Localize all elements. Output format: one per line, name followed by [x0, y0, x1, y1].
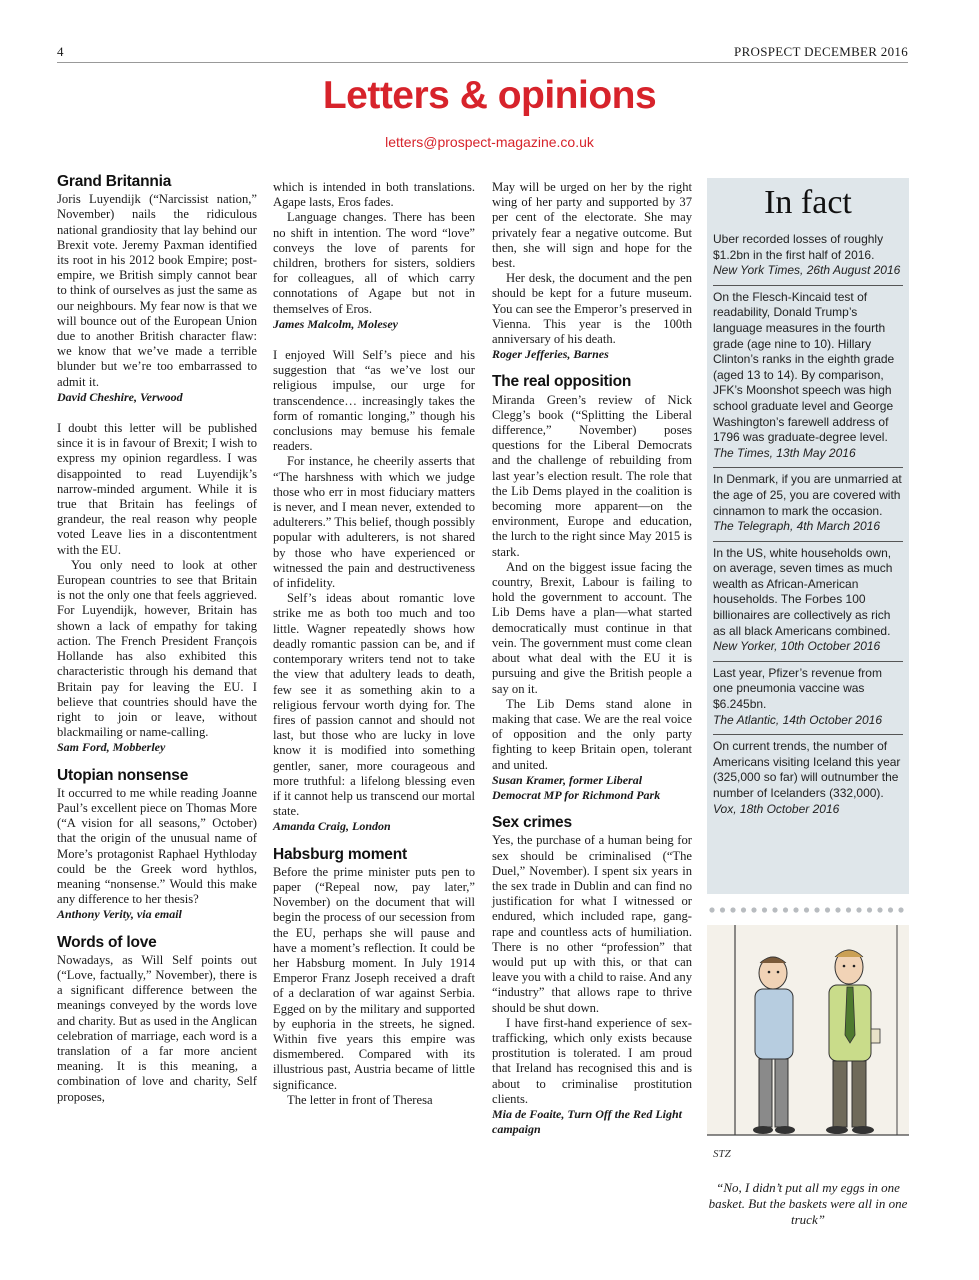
fact-item — [713, 541, 903, 661]
fact-item — [713, 285, 903, 468]
letter-signature: David Cheshire, Verwood — [57, 389, 183, 404]
fact-source: New York Times, 26th August 2016 — [713, 263, 901, 278]
fact-text: On the Flesch-Kincaid test of readability, Donald Trump’s language measures in the fourth grade (age nine to 10). Hillary Clinton’s ranks in the eighth grade (aged 13 to 14). By comparison, JFK’s Moonshot speech was high school graduate level and George Washington’s farewell address of 1796 was graduate-degree level. — [713, 289, 895, 445]
fact-text: In Denmark, if you are unmarried at the age of 25, you are covered with cinnamon to mark the occasion. — [713, 472, 902, 518]
in-fact-box — [707, 178, 909, 894]
letter-text: Her desk, the document and the pen should be kept for a future museum. You can see the Emperor’s preserved in Vienna. This year is the 100th anniversary of his death. — [492, 271, 692, 347]
letter-text: Language changes. There has been no shift in intention. The word “love” conveys the love of parents for children, brothers for sisters, soldiers for colleagues, all of which carry connotations of Agape but not in themselves of Eros. — [273, 210, 475, 316]
letters-email-link[interactable]: letters@prospect-magazine.co.uk — [385, 134, 594, 150]
fact-text: Last year, Pfizer’s revenue from one pneumonia vaccine was $6.245bn. — [713, 665, 882, 712]
letter-signature: Anthony Verity, via email — [57, 907, 182, 922]
letter-text: May will be urged on her by the right wing of her party and supported by 37 per cent of the electorate. She may privately fear a negative outcome. But then, she will sign and hope for the best. — [492, 180, 692, 271]
publication-date: PROSPECT DECEMBER 2016 — [734, 44, 908, 59]
page-number: 4 — [57, 44, 64, 59]
cartoonist-signature: STZ — [713, 1148, 731, 1160]
letter-signature: Mia de Foaite, Turn Off the Red Light campaign — [492, 1106, 683, 1137]
fact-item — [713, 734, 903, 823]
page-title: Letters & opinions — [322, 74, 657, 117]
fact-text: In the US, white households own, on average, seven times as much wealth as African-American households. The Forbes 100 billionaires are collectively as rich as all black Americans combined. — [713, 545, 893, 638]
letter-signature: Susan Kramer, former Liberal Democrat MP for Richmond Park — [492, 772, 661, 802]
letter-text: Self’s ideas about romantic love strike me as both too much and too little. Wagner repeatedly shows how deadly romantic passion can be, and if contemporary writers tend not to take the view that adultery leads to death, few see it as something akin to a religious fervour worth dying for. The fires of passion cannot and should not last, but those who are lucky in love know it is modified into something gentler, saner, more courageous and more truthful: a lifelong blessing even if it cannot help us transcend our mortal state. — [273, 591, 475, 819]
letter-text: which is intended in both translations. Agape lasts, Eros fades. — [273, 180, 475, 210]
fact-item — [713, 661, 903, 734]
fact-source: The Times, 13th May 2016 — [713, 445, 856, 460]
letter-text: I enjoyed Will Self’s piece and his suggestion that “as we’ve lost our religious impulse, our urge for transcendence… increasingly takes the form of romantic longing,” though his conclusions may bemuse his female readers. — [273, 348, 475, 454]
column-1 — [57, 174, 257, 1105]
cartoon-illustration — [707, 925, 909, 1175]
letter-text: Miranda Green’s review of Nick Clegg’s book (“Splitting the Liberal difference,” November) poses questions for the Liberal Democrats and the challenge of rebuilding from last year’s election result. The role that the Lib Dems played in the coalition is becoming more apparent—on the environment, Europe and education, the lurch to the right since May 2015 is stark. — [492, 392, 692, 559]
letter-text: I have first-hand experience of sex-trafficking, which only exists because prostitution is tolerated. I am proud that Ireland has recognised this and is about to criminalise prostitution clients. — [492, 1015, 692, 1106]
letter-text: Yes, the purchase of a human being for sex should be criminalised (“The Duel,” November). I spent six years in the sex trade in Dublin and can find no justification for what I witnessed or endured, which included rape, gang-rape and countless acts of humiliation. There is no other “profession” that would put up with this, or that can leave you with a child to raise. And any “industry” that allows rape to thrive should be shut down. — [492, 833, 692, 1015]
letter-signature: Roger Jefferies, Barnes — [492, 347, 609, 362]
heading-words-of-love: Words of love — [57, 933, 157, 951]
letter-signature: Sam Ford, Mobberley — [57, 740, 166, 755]
fact-source: The Atlantic, 14th October 2016 — [713, 712, 882, 727]
letter-text: You only need to look at other European countries to see that Britain is not the only one that feels aggrieved. For Luyendijk, however, Britain has shown a lack of empathy for taking action. The French President François Hollande has also exhibited this characteristic through his demand that Britain pay for leaving the EU. I believe that countries should have the right to join or leave, without blackmailing or name-calling. — [57, 557, 257, 740]
fact-text: Uber recorded losses of roughly $1.2bn in the first half of 2016. — [713, 232, 884, 262]
cartoon-caption: “No, I didn’t put all my eggs in one basket. But the baskets were all in one truck” — [708, 1180, 908, 1227]
dotted-separator — [707, 905, 909, 915]
header-rule — [57, 62, 908, 63]
heading-utopian-nonsense: Utopian nonsense — [57, 766, 189, 784]
letter-text: Joris Luyendijk (“Narcissist nation,” November) nails the ridiculous national grandiosity that lay behind our Brexit vote. Jeremy Paxman identified its root in his 2012 book Empire; post-empire, we British simply cannot bear to think of ourselves as just the same as our neighbours. My fear now is that we will bounce out of the European Union due to another British character flaw: we know that we’ve made a terrible blunder but we’re too embarrassed to admit it. — [57, 192, 257, 389]
fact-text: On current trends, the number of Americans visiting Iceland this year (325,000 so far) will outnumber the number of Icelanders (332,000). — [713, 739, 901, 800]
fact-item — [713, 467, 903, 540]
letter-text: For instance, he cheerily asserts that “The harshness with which we judge those who err in most fiduciary matters is never, and I mean never, extended to adulterers.” This belief, though possibly popular with adulterers, is not shared by those who have experienced or witnessed the pain and destructiveness of infidelity. — [273, 454, 475, 591]
letter-text: The letter in front of Theresa — [287, 1092, 433, 1107]
fact-source: New Yorker, 10th October 2016 — [713, 639, 881, 654]
in-fact-title: In fact — [764, 184, 852, 221]
letter-text: The Lib Dems stand alone in making that case. We are the real voice of opposition and the only party fighting to keep Britain open, tolerant and united. — [492, 696, 692, 772]
letter-text: And on the biggest issue facing the country, Brexit, Labour is failing to hold the government to account. The Lib Dems have a plan—what started democratically must continue in that vein. The government must come clean about what deal with the EU it is pursuing and give the British people a say on it. — [492, 559, 692, 696]
fact-source: Vox, 18th October 2016 — [713, 801, 840, 816]
letter-text: Nowadays, as Will Self points out (“Love, factually,” November), there is a significant difference between the meanings conveyed by the words love and charity. But as used in the Anglican celebration of marriage, each word is a translation of a far more ancient meaning. It is this meaning, a combination of love and charity, Self proposes, — [57, 952, 257, 1104]
letter-signature: Amanda Craig, London — [273, 819, 391, 834]
heading-habsburg-moment: Habsburg moment — [273, 845, 407, 863]
letter-text: Before the prime minister puts pen to paper (“Repeal now, pay later,” November) on the document that will begin the process of our secession from the EU, perhaps she will pause and have a moment’s reflection. It could be her Habsburg moment. In July 1914 Emperor Franz Joseph received a draft of a declaration of war against Serbia. Egged on by the military and supported by euphoria in the streets, he signed. Within five years this empire was dismembered. Compared with its illustrious past, Austria became of little significance. — [273, 864, 475, 1092]
heading-grand-britannia: Grand Britannia — [57, 173, 172, 190]
fact-item — [713, 232, 903, 285]
letter-text: It occurred to me while reading Joanne Paul’s excellent piece on Thomas More (“A vision for all seasons,” October) that the origin of the unusual name of More’s protagonist Raphael Hythloday could be the Greek word hythlos, meaning “nonsense.” Would this make any difference to her thesis? — [57, 785, 257, 907]
heading-sex-crimes: Sex crimes — [492, 814, 572, 832]
column-2 — [273, 180, 475, 1108]
column-3 — [492, 180, 692, 1137]
heading-real-opposition: The real opposition — [492, 373, 632, 391]
letter-text: I doubt this letter will be published since it is in favour of Brexit; I wish to express my opinion regardless. I was disappointed to read Luyendijk’s narrow-minded argument. While it is true that Britain has feelings of grandeur, the real reason why people voted Leave lies in a discontentment with the EU. — [57, 421, 257, 557]
fact-source: The Telegraph, 4th March 2016 — [713, 519, 880, 534]
letter-signature: James Malcolm, Molesey — [273, 316, 398, 331]
